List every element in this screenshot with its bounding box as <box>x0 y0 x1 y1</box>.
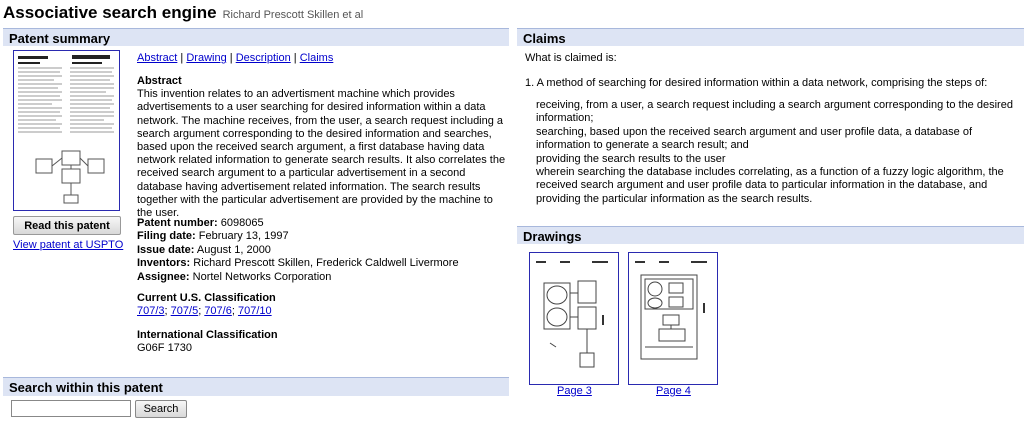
patent-details <box>137 217 459 284</box>
international-classification <box>137 329 278 356</box>
search-button[interactable]: Search <box>135 400 187 418</box>
filing-date-value: February 13, 1997 <box>198 230 289 243</box>
abstract-heading: Abstract <box>137 75 182 87</box>
patent-title: Associative search engine <box>3 3 217 22</box>
patent-section-nav <box>137 52 333 64</box>
patent-number-label: Patent number: <box>137 217 218 229</box>
drawing-page-4-link[interactable]: Page 4 <box>656 385 691 397</box>
claim-step: providing the search results to the user <box>536 152 726 165</box>
search-within-header: Search within this patent <box>3 377 509 396</box>
assignee-label: Assignee: <box>137 270 190 283</box>
inventors-value: Richard Prescott Skillen, Frederick Caldwell Livermore <box>193 257 459 270</box>
patent-thumbnail[interactable] <box>13 50 120 211</box>
assignee-value: Nortel Networks Corporation <box>192 270 332 283</box>
claim-1: 1. A method of searching for desired information within a data network, comprising the steps of: <box>525 77 988 89</box>
intl-classification-value: G06F 1730 <box>137 342 193 355</box>
patent-summary-header: Patent summary <box>3 28 509 46</box>
nav-description-link[interactable]: Description <box>235 52 291 64</box>
search-within-input[interactable] <box>11 400 131 417</box>
page-header <box>3 3 363 23</box>
drawing-thumbnail-page-4[interactable] <box>628 252 718 385</box>
patent-number-value: 6098065 <box>220 217 264 229</box>
intl-classification-heading: International Classification <box>137 329 278 341</box>
drawings-header: Drawings <box>517 226 1024 244</box>
us-class-link[interactable]: 707/5 <box>170 305 199 318</box>
claim-step: searching, based upon the received search argument and user profile data, a database of information to generate a search result; and <box>536 125 973 152</box>
nav-drawing-link[interactable]: Drawing <box>186 52 227 64</box>
claim-step: wherein searching the database includes correlating, as a function of a fuzzy logic algorithm, the received search argument and user profile data to particular information in the database, and providing the particular information as the search results. <box>536 166 1004 205</box>
nav-claims-link[interactable]: Claims <box>299 52 334 64</box>
us-class-link[interactable]: 707/6 <box>204 305 232 318</box>
view-patent-uspto-link[interactable]: View patent at USPTO <box>13 239 124 251</box>
drawing-page-3-link[interactable]: Page 3 <box>557 385 592 397</box>
read-this-patent-button[interactable]: Read this patent <box>13 216 121 235</box>
us-classification: Current U.S. Classification 707/3; 707/5; 707/6; 707/10 <box>137 292 276 318</box>
claim-step: receiving, from a user, a search request including a search argument corresponding to the desired information; <box>536 99 1013 125</box>
claim-1-steps <box>536 99 1018 206</box>
issue-date-label: Issue date: <box>137 243 195 256</box>
claims-intro: What is claimed is: <box>525 52 617 64</box>
us-class-link[interactable]: 707/10 <box>237 305 272 318</box>
nav-separator: | <box>180 52 184 64</box>
nav-separator: | <box>229 52 233 64</box>
claims-header: Claims <box>517 28 1024 46</box>
abstract-text: This invention relates to an advertisment machine which provides advertisements to a user searching for desired information within a data network. The machine receives, from the user, a search request including a search argument corresponding to the desired information and searches, based upon the received search argument, a first database having data network related information to generate search results. It also correlates the received search argument to a particular advertisement in a second database having advertisement related information. The search results together with the particular advertisement are provided by the machine to the user. <box>137 88 506 220</box>
drawing-thumbnail-page-3[interactable] <box>529 252 619 385</box>
us-class-link[interactable]: 707/3 <box>137 305 165 318</box>
nav-abstract-link[interactable]: Abstract <box>137 52 178 64</box>
patent-authors: Richard Prescott Skillen et al <box>222 9 364 21</box>
filing-date-label: Filing date: <box>137 230 196 243</box>
us-classification-heading: Current U.S. Classification <box>137 292 276 304</box>
nav-separator: | <box>293 52 297 64</box>
abstract-section <box>137 75 507 220</box>
issue-date-value: August 1, 2000 <box>196 243 271 256</box>
inventors-label: Inventors: <box>137 257 191 270</box>
